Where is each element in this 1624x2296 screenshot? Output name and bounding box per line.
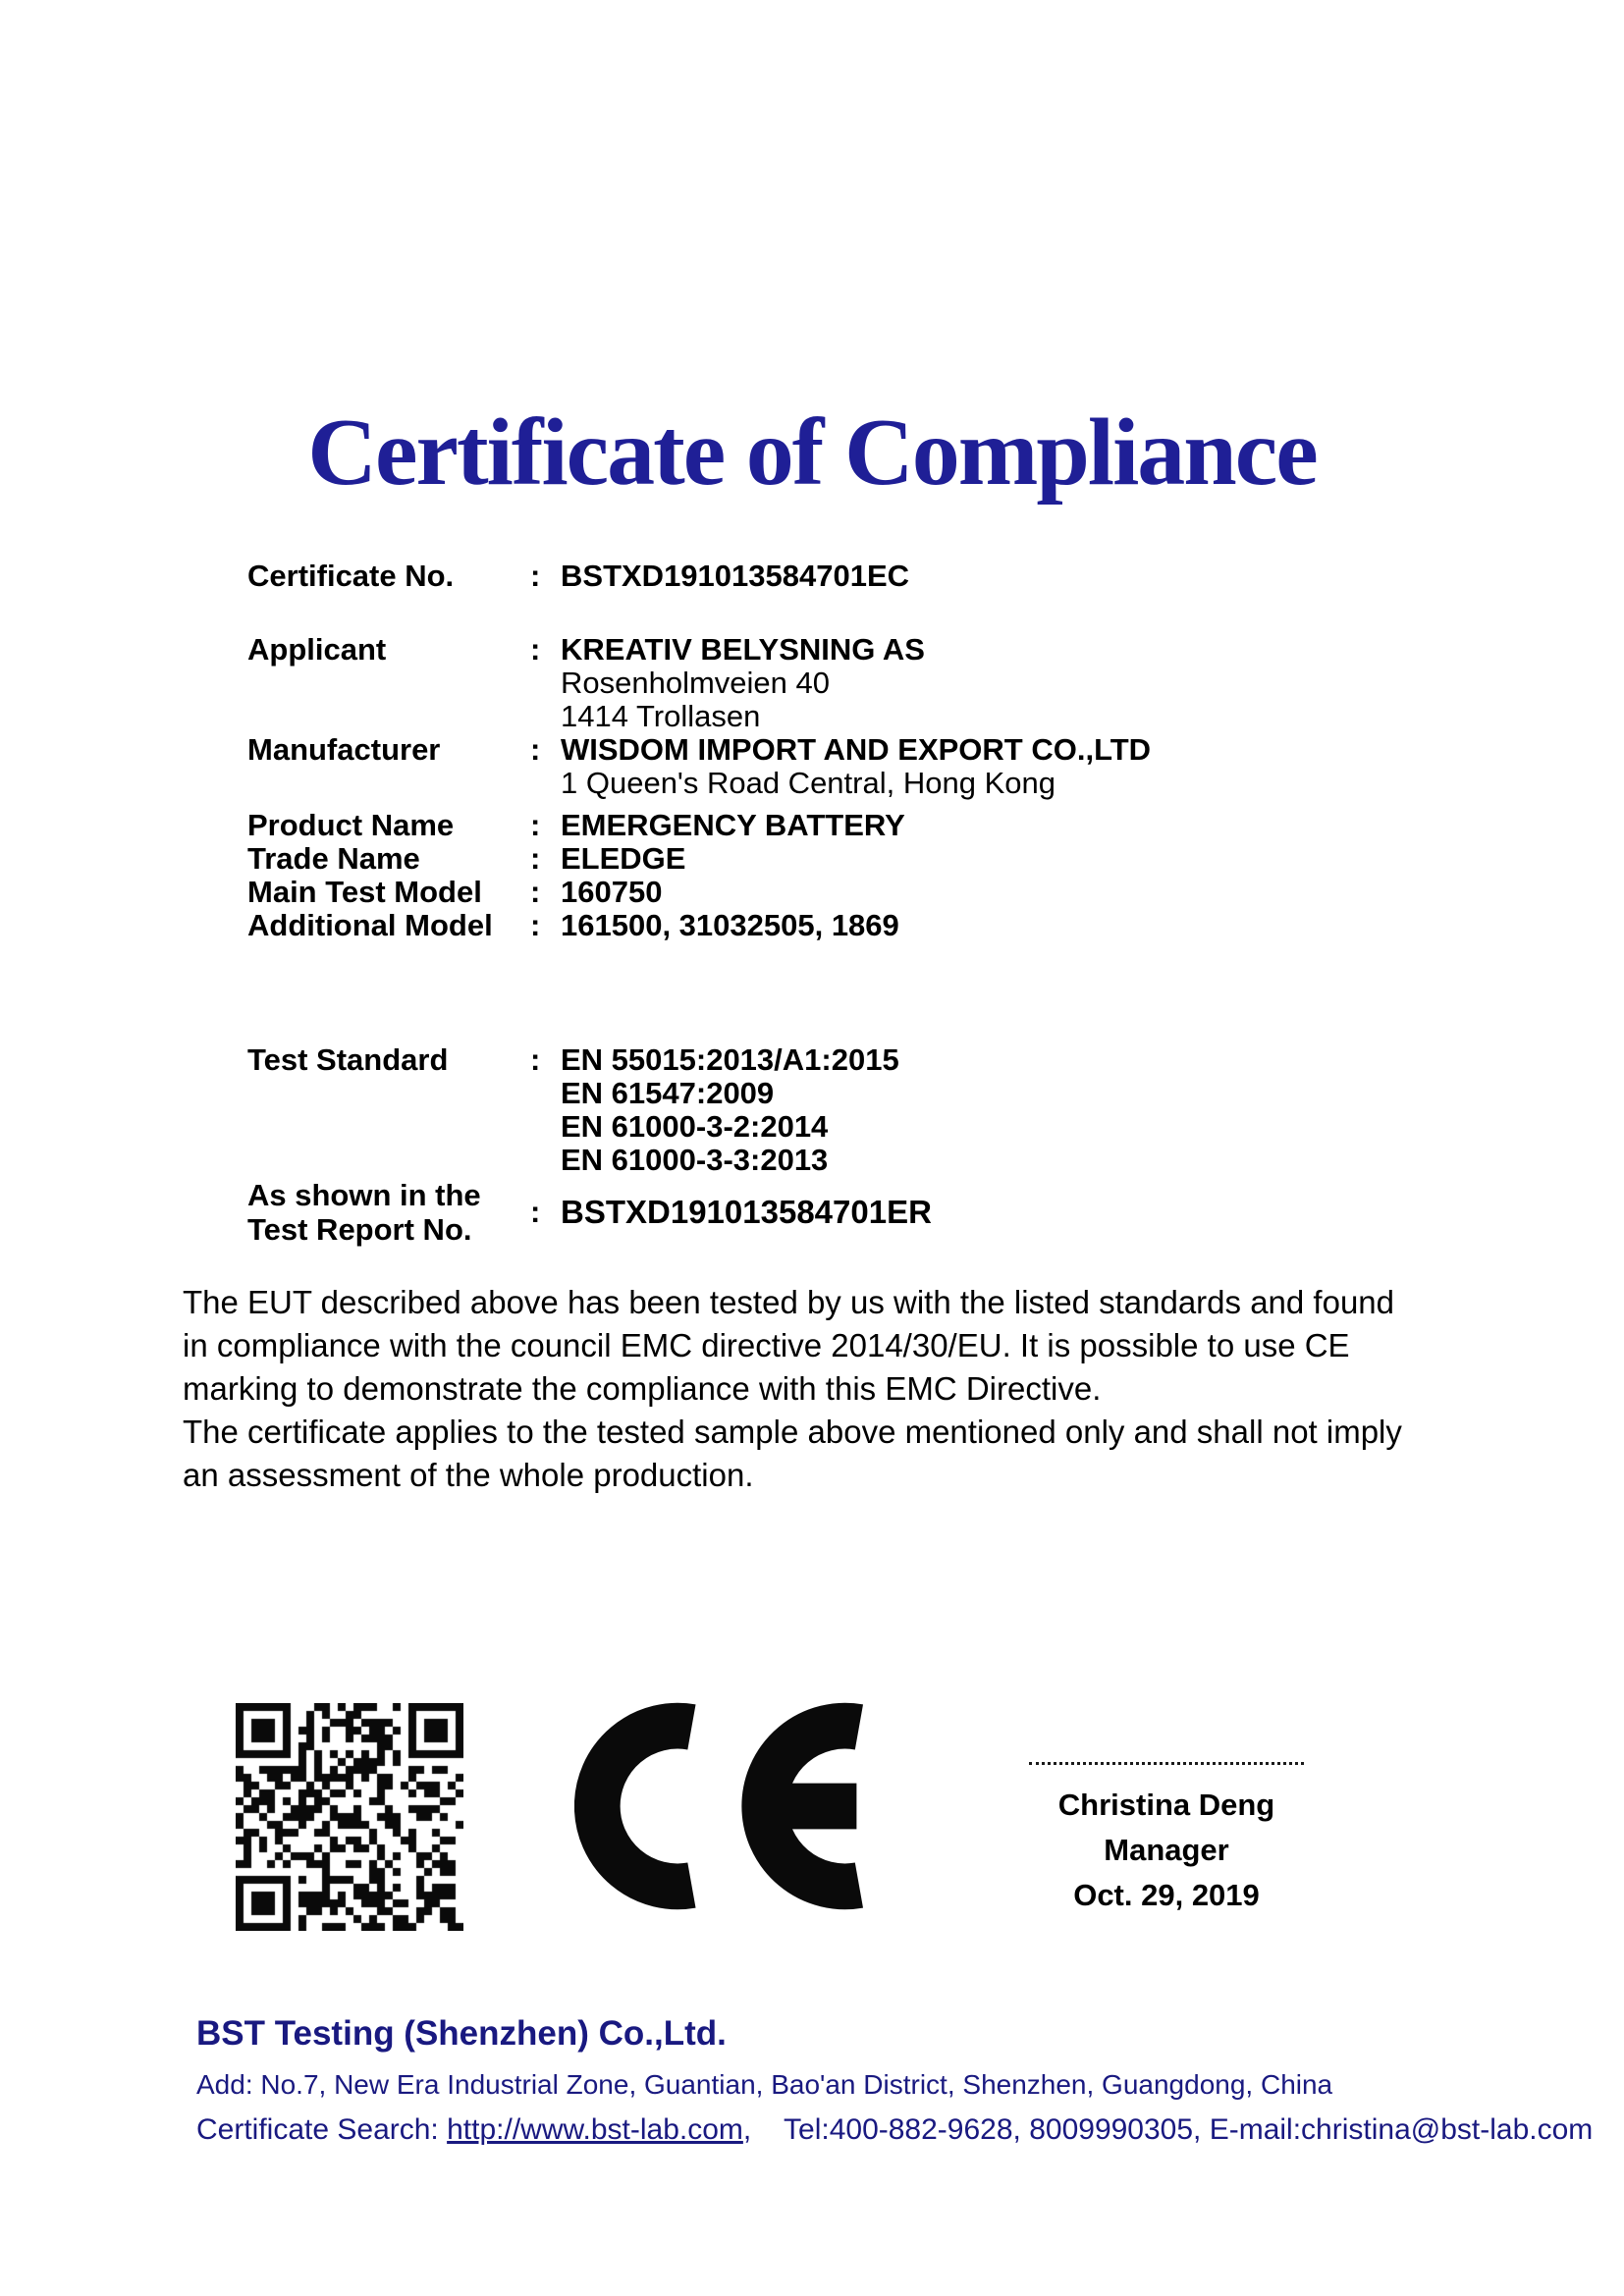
field-value: 160750: [561, 875, 663, 909]
field-colon: :: [530, 632, 541, 667]
address-line: 1414 Trollasen: [561, 699, 761, 733]
field-colon: :: [530, 808, 541, 842]
signer-role: Manager: [1104, 1833, 1229, 1867]
field-colon: :: [530, 1042, 541, 1077]
row-main-test-model: [247, 876, 1151, 909]
row-trade-name: [247, 842, 1151, 876]
row-product-name: [247, 809, 1151, 842]
statement-line: The EUT described above has been tested by us with the listed standards and found: [183, 1284, 1395, 1320]
field-colon: :: [530, 908, 541, 942]
field-label: Certificate No.: [247, 559, 455, 593]
field-label-line: As shown in the: [247, 1178, 481, 1212]
statement-paragraph: [183, 1281, 1402, 1497]
field-colon: :: [530, 841, 541, 876]
standard-line: EN 61547:2009: [561, 1076, 775, 1110]
certificate-search-line: [196, 2113, 1593, 2147]
field-value: BSTXD191013584701EC: [561, 559, 910, 593]
signature-dotted-line: [1029, 1762, 1304, 1765]
field-colon: :: [530, 732, 541, 767]
field-label: Trade Name: [247, 841, 420, 876]
field-value: 161500, 31032505, 1869: [561, 908, 899, 942]
certificate-search-label: Certificate Search:: [196, 2113, 448, 2146]
statement-line: an assessment of the whole production.: [183, 1457, 754, 1493]
page-title: Certificate of Compliance: [307, 400, 1317, 506]
address-line: Rosenholmveien 40: [561, 666, 831, 700]
statement-line: marking to demonstrate the compliance with this EMC Directive.: [183, 1370, 1102, 1407]
standard-line: EN 61000-3-2:2014: [561, 1109, 829, 1144]
field-label: Main Test Model: [247, 875, 482, 909]
field-value: EMERGENCY BATTERY: [561, 808, 905, 842]
details-table: [247, 560, 1151, 1247]
ce-mark-icon: [574, 1700, 871, 1912]
contact-info: , Tel:400-882-9628, 8009990305, E-mail:christina@bst-lab.com: [742, 2113, 1594, 2146]
field-colon: :: [530, 875, 541, 909]
field-value: KREATIV BELYSNING AS: [561, 632, 925, 667]
row-certificate-no: [247, 560, 1151, 593]
standard-line: EN 61000-3-3:2013: [561, 1143, 829, 1177]
field-label: Manufacturer: [247, 732, 441, 767]
row-applicant: [247, 633, 1151, 733]
field-colon: :: [530, 1195, 541, 1229]
field-value: WISDOM IMPORT AND EXPORT CO.,LTD: [561, 732, 1152, 767]
field-label: Additional Model: [247, 908, 493, 942]
field-value: BSTXD191013584701ER: [561, 1194, 932, 1230]
field-label: Product Name: [247, 808, 455, 842]
field-colon: :: [530, 559, 541, 593]
certificate-search-link[interactable]: http://www.bst-lab.com: [447, 2113, 743, 2146]
footer: [196, 2014, 1593, 2147]
qr-code-icon: [236, 1703, 463, 1931]
lab-address: Add: No.7, New Era Industrial Zone, Guantian, Bao'an District, Shenzhen, Guangdong, China: [196, 2069, 1333, 2100]
signer-name: Christina Deng: [1057, 1788, 1275, 1822]
standard-line: EN 55015:2013/A1:2015: [561, 1042, 899, 1077]
lab-company-name: BST Testing (Shenzhen) Co.,Ltd.: [196, 2014, 727, 2053]
row-manufacturer: [247, 733, 1151, 800]
statement-line: The certificate applies to the tested sample above mentioned only and shall not imply: [183, 1414, 1402, 1450]
signature-block: [1029, 1762, 1304, 1918]
statement-line: in compliance with the council EMC directive 2014/30/EU. It is possible to use CE: [183, 1327, 1350, 1363]
signature-date: Oct. 29, 2019: [1073, 1878, 1260, 1912]
row-test-report-no: [247, 1178, 1151, 1247]
row-test-standard: [247, 1043, 1151, 1177]
address-line: 1 Queen's Road Central, Hong Kong: [561, 766, 1056, 800]
field-label: Applicant: [247, 632, 387, 667]
field-label-line: Test Report No.: [247, 1212, 472, 1247]
field-label: Test Standard: [247, 1042, 449, 1077]
field-value: ELEDGE: [561, 841, 686, 876]
row-additional-model: [247, 909, 1151, 942]
